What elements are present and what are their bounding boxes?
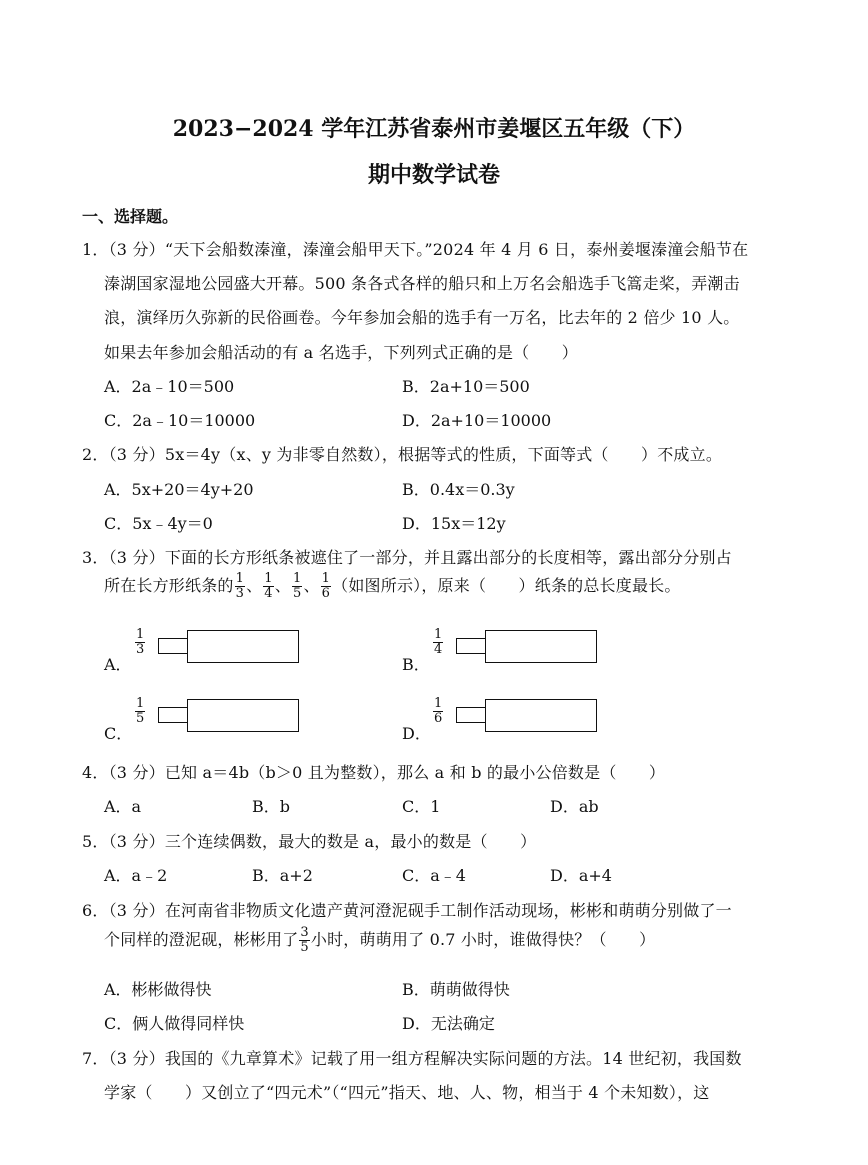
numerator: 1 [434, 627, 443, 642]
q6-fraction [299, 926, 309, 955]
q4-option-b: B．b [252, 797, 291, 816]
q3-fraction-3 [292, 572, 302, 601]
q1-line-4: 如果去年参加会船活动的有 a 名选手，下列列式正确的是（ ） [104, 343, 578, 362]
q6-line-2-prefix: 个同样的澄泥砚，彬彬用了 [104, 930, 299, 949]
q1-option-c: C．2a﹣10＝10000 [104, 411, 256, 430]
q6-line-2 [104, 926, 655, 955]
q1-option-b: B．2a+10＝500 [402, 377, 530, 396]
cover-box [187, 630, 299, 663]
q4-option-d: D．ab [550, 797, 599, 816]
q5-option-b: B．a+2 [252, 866, 313, 885]
denominator: 3 [136, 642, 145, 657]
exposed-part [456, 638, 486, 654]
denominator: 3 [235, 586, 245, 601]
q2-option-b: B．0.4x＝0.3y [402, 480, 515, 499]
title-line-2: 期中数学试卷 [367, 162, 500, 188]
numerator: 1 [321, 571, 331, 586]
denominator: 5 [292, 586, 302, 601]
q3-line-2-suffix: （如图所示），原来（ ）纸条的总长度最长。 [332, 576, 681, 595]
q1-line-3: 浪，演绎历久弥新的民俗画卷。今年参加会船的选手有一万名，比去年的 2 倍少 10 人。 [104, 308, 740, 327]
denominator: 4 [434, 642, 443, 657]
separator: 、 [303, 576, 320, 595]
numerator: 1 [136, 696, 145, 711]
q6-option-d: D．无法确定 [402, 1014, 495, 1033]
q5-option-c: C．a﹣4 [402, 866, 466, 885]
numerator: 3 [300, 925, 309, 940]
q3-option-d-label: D． [402, 724, 431, 743]
q3-line-2 [104, 572, 681, 601]
q5-line: 5．（3 分）三个连续偶数，最大的数是 a，最小的数是（ ） [82, 832, 537, 851]
q6-line-2-suffix: 小时，萌萌用了 0.7 小时，谁做得快？（ ） [310, 930, 656, 949]
q3-option-c-fraction [135, 697, 145, 726]
q6-line-1: 6．（3 分）在河南省非物质文化遗产黄河澄泥砚手工制作活动现场，彬彬和萌萌分别做了一 [82, 901, 732, 920]
denominator: 4 [264, 586, 273, 601]
q6-option-a: A．彬彬做得快 [104, 980, 212, 999]
q1-line-2: 溱湖国家湿地公园盛大开幕。500 条各式各样的船只和上万名会船选手飞篙走桨，弄潮击 [104, 274, 740, 293]
q4-line: 4．（3 分）已知 a＝4b（b＞0 且为整数），那么 a 和 b 的最小公倍数是（ ） [82, 763, 666, 782]
q5-option-d: D．a+4 [550, 866, 612, 885]
separator: 、 [274, 576, 291, 595]
q3-option-a-fraction [135, 628, 145, 657]
q1-option-d: D．2a+10＝10000 [402, 411, 552, 430]
cover-box [187, 699, 299, 732]
q4-option-a: A．a [104, 797, 142, 816]
numerator: 1 [136, 627, 145, 642]
q2-option-a: A．5x+20＝4y+20 [104, 480, 254, 499]
q5-option-a: A．a﹣2 [104, 866, 168, 885]
denominator: 5 [300, 940, 309, 955]
q2-line: 2．（3 分）5x＝4y（x、y 为非零自然数），根据等式的性质，下面等式（ ）不成立。 [82, 445, 723, 464]
q1-line-1: 1．（3 分）“天下会船数溱潼，溱潼会船甲天下。”2024 年 4 月 6 日，泰州姜堰溱潼会船节在 [82, 240, 749, 259]
denominator: 6 [434, 711, 443, 726]
q3-line-1: 3．（3 分）下面的长方形纸条被遮住了一部分，并且露出部分的长度相等，露出部分分别占 [82, 548, 732, 567]
q3-option-b-fraction [433, 628, 443, 657]
q6-option-b: B．萌萌做得快 [402, 980, 510, 999]
section-heading: 一、选择题。 [82, 207, 179, 226]
q3-option-b-label: B． [402, 655, 430, 674]
denominator: 6 [321, 586, 331, 601]
q3-option-c-label: C． [104, 724, 133, 743]
title-line-1: 2023−2024 学年江苏省泰州市姜堰区五年级（下） [172, 116, 696, 142]
q4-option-c: C．1 [402, 797, 441, 816]
numerator: 1 [292, 571, 302, 586]
q7-line-1: 7．（3 分）我国的《九章算术》记载了用一组方程解决实际问题的方法。14 世纪初，我国数 [82, 1049, 742, 1068]
denominator: 5 [136, 711, 145, 726]
q2-option-d: D．15x＝12y [402, 514, 506, 533]
numerator: 1 [434, 696, 443, 711]
q3-fraction-4 [321, 572, 331, 601]
q3-option-d-fraction [433, 697, 443, 726]
q2-option-c: C．5x﹣4y＝0 [104, 514, 213, 533]
q1-option-a: A．2a﹣10＝500 [104, 377, 235, 396]
q6-option-c: C．俩人做得同样快 [104, 1014, 245, 1033]
exposed-part [158, 707, 188, 723]
q7-line-2: 学家（ ）又创立了“四元术”（“四元”指天、地、人、物，相当于 4 个未知数），这 [104, 1083, 710, 1102]
exposed-part [456, 707, 486, 723]
exposed-part [158, 638, 188, 654]
q3-fraction-1 [235, 572, 245, 601]
cover-box [485, 630, 597, 663]
q3-line-2-prefix: 所在长方形纸条的 [104, 576, 234, 595]
cover-box [485, 699, 597, 732]
numerator: 1 [264, 571, 273, 586]
q3-option-a-label: A． [104, 655, 132, 674]
q3-fraction-2 [263, 572, 273, 601]
numerator: 1 [235, 571, 245, 586]
separator: 、 [246, 576, 263, 595]
